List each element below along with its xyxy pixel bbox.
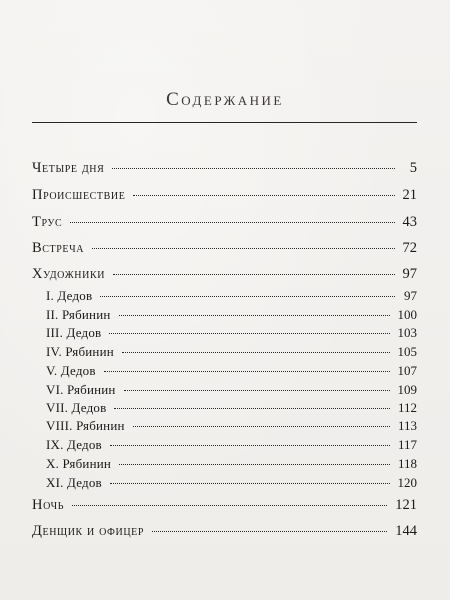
toc-entry-title: Денщик и офицер <box>32 523 145 539</box>
toc-subentry-page: 118 <box>397 456 417 471</box>
dot-leader <box>133 426 390 427</box>
toc-entry-title: Трус <box>32 214 63 230</box>
toc-subentry <box>46 418 417 434</box>
toc-entry <box>32 187 417 204</box>
dot-leader <box>119 464 390 465</box>
toc-subentry-page: 113 <box>397 418 417 433</box>
toc-subentry <box>46 400 417 416</box>
toc-entry <box>32 266 417 283</box>
toc-subentry-page: 97 <box>404 288 417 303</box>
dot-leader <box>152 531 387 532</box>
dot-leader <box>119 315 390 316</box>
toc-entry <box>32 523 417 540</box>
dot-leader <box>92 248 394 249</box>
toc-subentry-page: 109 <box>397 382 417 397</box>
dot-leader <box>110 483 390 484</box>
toc-entry-title: Встреча <box>32 240 85 256</box>
toc-entry <box>32 160 417 177</box>
toc-entry-page: 97 <box>402 266 417 282</box>
toc-entry-title: Ночь <box>32 497 65 513</box>
toc-entry-page: 21 <box>402 187 417 203</box>
toc-subentry <box>46 382 417 398</box>
toc-subentry-title: VII. Дедов <box>46 400 107 415</box>
toc-entry <box>32 240 417 257</box>
toc-subentry <box>46 475 417 491</box>
toc-subentry-title: IX. Дедов <box>46 437 102 452</box>
dot-leader <box>113 274 394 275</box>
toc-entry-title: Художники <box>32 266 106 282</box>
toc-entry-page: 121 <box>395 497 417 513</box>
toc-subentry-title: X. Рябинин <box>46 456 112 471</box>
toc-entry-title: Происшествие <box>32 187 126 203</box>
toc-subentry-page: 120 <box>397 475 417 490</box>
toc-subentry-title: VI. Рябинин <box>46 382 116 397</box>
dot-leader <box>104 371 390 372</box>
toc-subentry-page: 107 <box>397 363 417 378</box>
toc-subentry <box>46 456 417 472</box>
dot-leader <box>72 505 387 506</box>
toc-entry-page: 5 <box>409 160 417 176</box>
dot-leader <box>100 296 395 297</box>
toc-subentry <box>46 288 417 304</box>
dot-leader <box>133 195 394 196</box>
dot-leader <box>110 445 390 446</box>
toc-subentry-page: 105 <box>397 344 417 359</box>
dot-leader <box>124 390 390 391</box>
dot-leader <box>122 352 390 353</box>
toc-subentry-title: IV. Рябинин <box>46 344 114 359</box>
dot-leader <box>112 168 395 169</box>
toc-subentry-title: XI. Дедов <box>46 475 102 490</box>
toc-subentry-page: 100 <box>397 307 417 322</box>
toc-subentry <box>46 437 417 453</box>
toc-subentry-page: 117 <box>397 437 417 452</box>
toc-subentry-title: I. Дедов <box>46 288 93 303</box>
toc-subentry-title: II. Рябинин <box>46 307 111 322</box>
toc-entry-page: 144 <box>395 523 417 539</box>
toc-subentry <box>46 307 417 323</box>
toc-subentry-title: VIII. Рябинин <box>46 418 125 433</box>
toc-entry <box>32 214 417 231</box>
toc-subentry <box>46 325 417 341</box>
toc-subentry-page: 103 <box>397 325 417 340</box>
dot-leader <box>109 333 389 334</box>
dot-leader <box>114 408 390 409</box>
toc-subentry-page: 112 <box>397 400 417 415</box>
toc-entry-page: 43 <box>402 214 417 230</box>
toc-subentry <box>46 363 417 379</box>
dot-leader <box>70 222 394 223</box>
page-title: Содержание <box>166 89 284 110</box>
toc-subentry <box>46 344 417 360</box>
toc-entry <box>32 497 417 514</box>
toc-entry-page: 72 <box>402 240 417 256</box>
toc-entry-title: Четыре дня <box>32 160 105 176</box>
toc-subentry-title: V. Дедов <box>46 363 96 378</box>
toc-subentry-title: III. Дедов <box>46 325 102 340</box>
